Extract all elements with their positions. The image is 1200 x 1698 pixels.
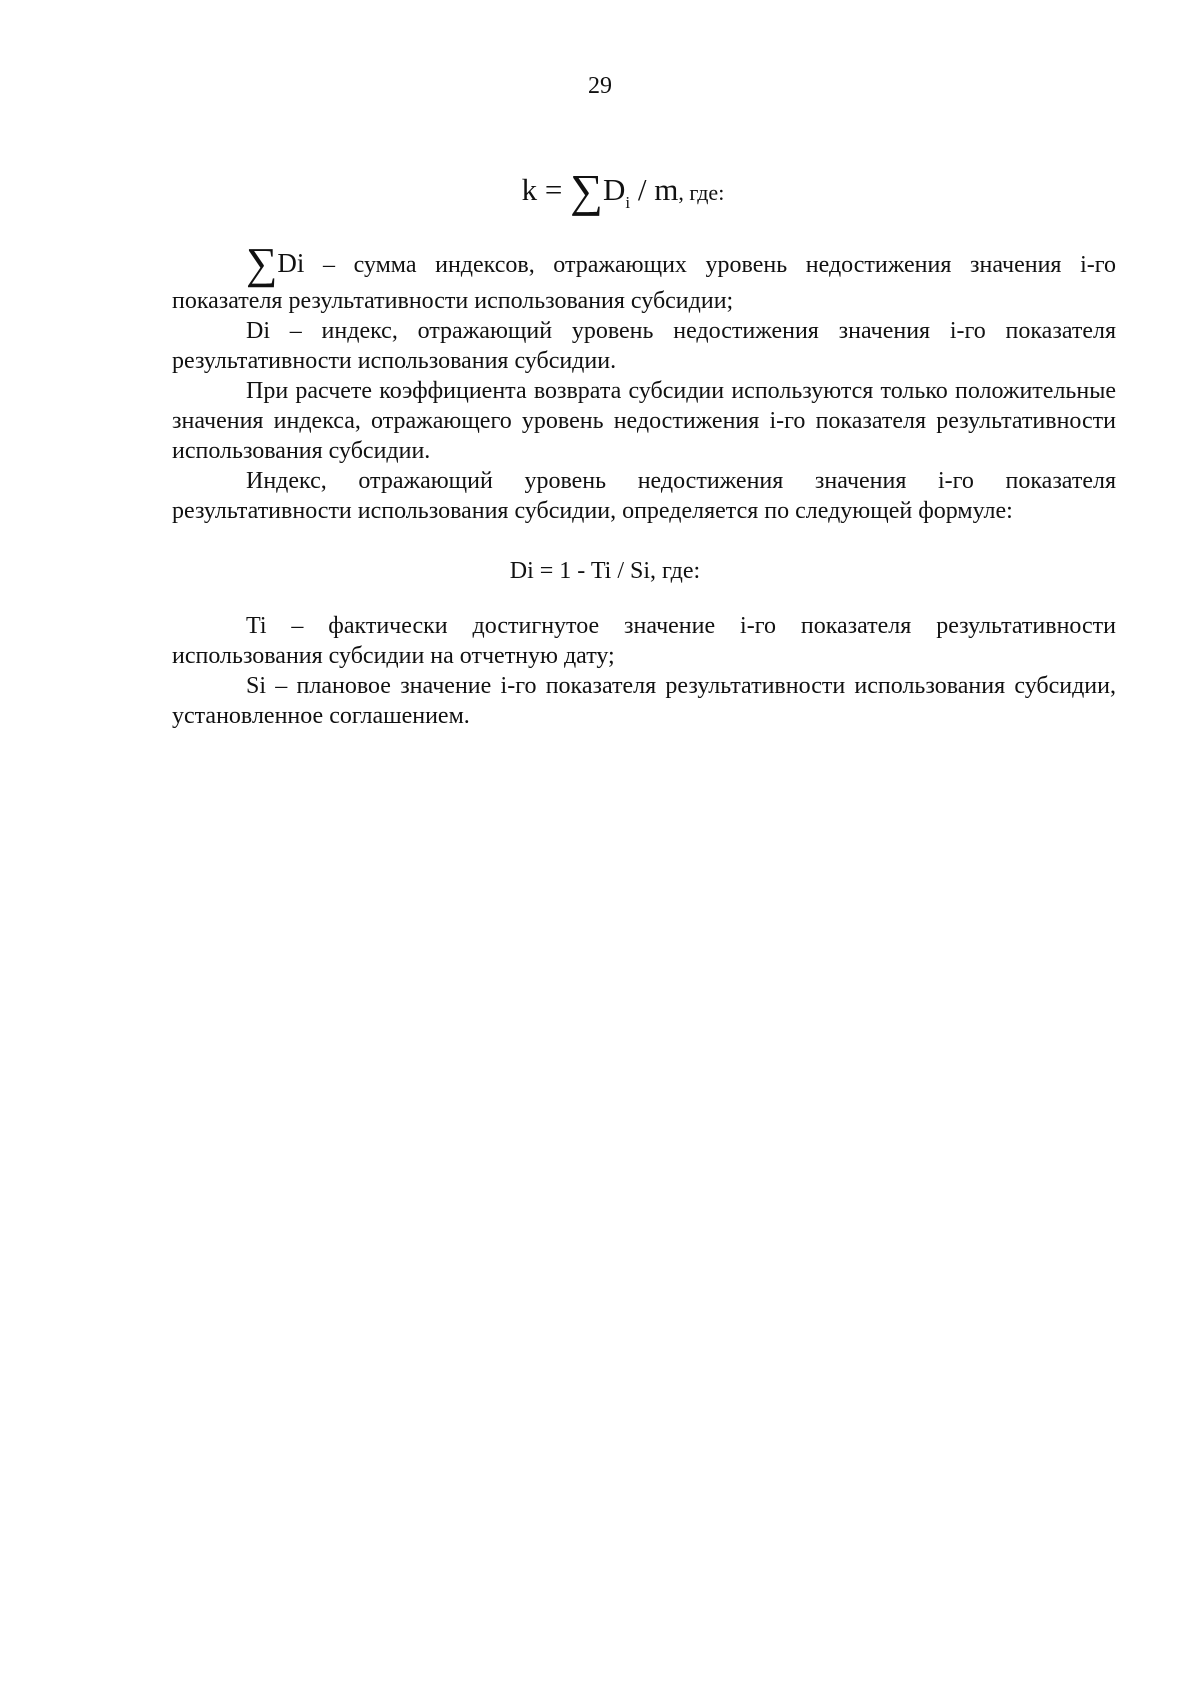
formula-coefficient [0, 165, 1200, 223]
page-number: 29 [588, 73, 612, 99]
formula-index: Di = 1 - Ti / Si, где: [509, 558, 701, 584]
formula-subscript: i [625, 193, 631, 212]
variables-block [172, 611, 1116, 731]
formula-where: , где: [678, 180, 725, 205]
sigma-symbol: ∑ [246, 239, 278, 288]
paragraph-sum-definition [172, 239, 1116, 316]
formula-lhs: k = [521, 172, 571, 207]
paragraph-index-formula-intro: Индекс, отражающий уровень недостижения значения i-го показателя результативности использования субсидии, определяется по следующей формуле: [172, 468, 1116, 524]
paragraph-text: – сумма индексов, отражающих уровень недостижения значения i-го показателя результативности использования субсидии; [172, 252, 1116, 314]
paragraph-ti-definition: Ti – фактически достигнутое значение i-го показателя результативности использования субсидии на отчетную дату; [172, 613, 1116, 669]
sigma-symbol: ∑ [570, 165, 603, 216]
formula-term: D [602, 172, 626, 207]
paragraph-lead: Di [277, 248, 305, 278]
paragraph-di-definition: Di – индекс, отражающий уровень недостижения значения i-го показателя результативности использования субсидии. [172, 318, 1116, 374]
paragraph-si-definition: Si – плановое значение i-го показателя результативности использования субсидии, установленное соглашением. [172, 673, 1116, 729]
formula-rhs: / m [630, 172, 679, 207]
definitions-block [172, 239, 1116, 526]
paragraph-positive-values: При расчете коэффициента возврата субсидии используются только положительные значения индекса, отражающего уровень недостижения i-го показателя результативности использования субсидии. [172, 378, 1116, 464]
